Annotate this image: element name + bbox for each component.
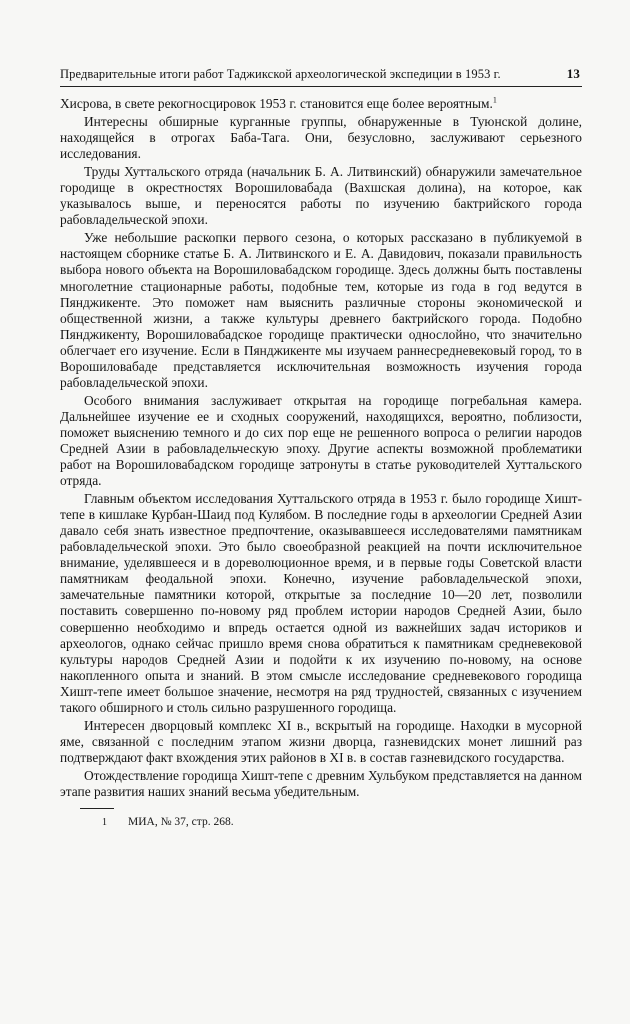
running-header — [60, 66, 582, 87]
footnote-divider — [80, 808, 114, 809]
footnote-number: 1 — [102, 817, 107, 829]
body-text — [60, 96, 582, 800]
paragraph: Уже небольшие раскопки первого сезона, о которых рассказано в публикуемой в настоящем сборнике статье Б. А. Литвинского и Е. А. Давидович, показали правильность выбора нового объекта на Ворошиловабадском городище. Здесь должны быть поставлены многолетние стационарные работы, подобные тем, которые из года в год ведутся в Пянджикенте. Это поможет нам выяснить различные стороны экономической и общественной жизни, а также культуры древнего бактрийского города. Подобно Пянджикенту, Ворошиловабадское городище практически однослойно, что значительно облегчает его изучение. Если в Пянджикенте мы изучаем раннесредневековый город, то в Ворошиловабаде представляется исключительная возможность изучения города рабовладельческой эпохи. — [60, 230, 582, 390]
paragraph: Труды Хуттальского отряда (начальник Б. А. Литвинский) обнаружили замечательное городище в окрестностях Ворошиловабада (Вахшская долина), на которое, как указывалось выше, и переносятся работы по изучению бактрийского города рабовладельческой эпохи. — [60, 164, 582, 228]
footnote-marker: 1 — [492, 95, 497, 105]
paragraph: Особого внимания заслуживает открытая на городище погребальная камера. Дальнейшее изучение ее и сходных сооружений, находящихся, вероятно, поблизости, поможет выяснению темного и до сих пор еще не решенного вопроса о религии народов Средней Азии в рабовладельческую эпоху. Другие аспекты возможной проблематики работ на Ворошиловабадском городище затронуты в статье руководителей Хуттальского отряда. — [60, 392, 582, 489]
paragraph — [60, 96, 582, 112]
footnote-text: МИА, № 37, стр. 268. — [128, 816, 234, 829]
paragraph: Интересен дворцовый комплекс XI в., вскрытый на городище. Находки в мусорной яме, связанной с последним этапом жизни дворца, газневидских монет лишний раз подтверждают факт вхождения этих районов в XI в. в состав газневидского государства. — [60, 717, 582, 765]
page-number: 13 — [566, 66, 580, 81]
paragraph-text: Хисрова, в свете рекогносцировок 1953 г. становится еще более вероятным. — [60, 96, 493, 111]
footnote — [60, 815, 582, 830]
paragraph: Отождествление городища Хишт-тепе с древним Хульбуком представляется на данном этапе развития наших знаний весьма убедительным. — [60, 767, 582, 799]
paragraph: Интересны обширные курганные группы, обнаруженные в Туюнской долине, находящейся в отрогах Баба-Тага. Они, безусловно, заслуживают серьезного исследования. — [60, 114, 582, 162]
running-title: Предварительные итоги работ Таджикской археологической экспедиции в 1953 г. — [60, 67, 501, 81]
paragraph: Главным объектом исследования Хуттальского отряда в 1953 г. было городище Хишт-тепе в кишлаке Курбан-Шаид под Кулябом. В последние годы в археологии Средней Азии давало себя знать известное предпочтение, оказывавшееся исследователями памятникам рабовладельческой эпохи. Это было своеобразной реакцией на почти исключительное внимание, уделявшееся и в дореволюционное время, и в первые годы Советской власти памятникам феодальной эпохи. Конечно, изучение рабовладельческой эпохи, замечательные памятники которой, открытые за последние 10—20 лет, позволили поставить совершенно по-новому ряд проблем истории народов Средней Азии, было совершенно необходимо и впредь остается одной из важнейших задач историков и археологов, однако сейчас пришло время снова обратиться к памятникам средневековой культуры народов Средней Азии и подойти к их изучению по-новому, на основе накопленного опыта и знаний. В этом смысле исследование средневекового городища Хишт-тепе имеет большое значение, несмотря на ряд трудностей, связанных с изучением такого обширного и столь сильно разрушенного городища. — [60, 491, 582, 715]
